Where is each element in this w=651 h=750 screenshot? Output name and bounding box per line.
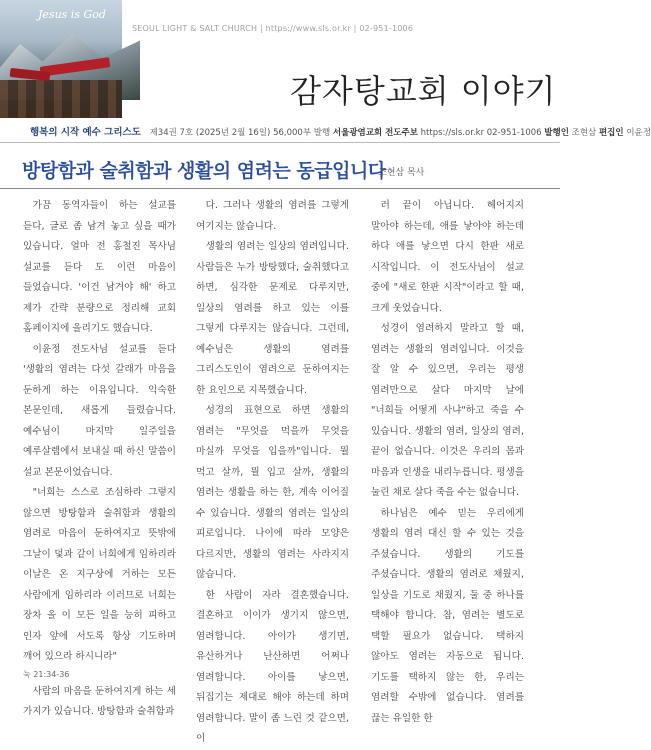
paragraph: 한 사람이 자라 결혼했습니다. 결혼하고 이이가 생기지 않으면, 염려합니다. 아이가 생기면, 유산하거나 난산하면 어쩌나 염려합니다. 아이를 낳으면, 뒤집기는 제대로 해야 하는데 하며 염려합니다. 말이 좀 느린 것 같으면, 이 — [196, 589, 349, 744]
series-title: 행복의 시작 예수 그리스도 — [30, 127, 141, 138]
paragraph: 이윤정 전도사님 설교를 듣다 '생활의 염려는 다섯 갈래가 마음을 둔하게 하는 이유입니다. 익숙한 본문인데, 새롭게 들렸습니다. 예수님이 마지막 일주일을 예루살렘에서 보내실 때 하신 말씀이 설교 본문이었습니다. — [23, 343, 176, 478]
issue-info-bar — [0, 124, 651, 143]
website-url[interactable]: https://sls.or.kr 02-951-1006 — [420, 128, 542, 138]
viaduct-shape — [0, 80, 122, 118]
photo-caption: Jesus is God — [38, 8, 106, 21]
paragraph: 성경이 염려하지 말라고 할 때, 염려는 생활의 염려입니다. 이것을 잘 알 수 있으면, 우리는 평생 염려만으로 살다 마지막 날에 "너희들 어떻게 사냐"하고 죽을 수 있습니다. 생활의 염려, 일상의 염려, 끝이 없습니다. 이것은 우리의 몸과 마음과 인생을 내리누릅니다. 평생을 눌린 채로 살다 죽을 수는 없습니다. — [371, 323, 524, 498]
article-column-1 — [23, 196, 176, 723]
headline-divider — [0, 188, 560, 189]
editor-name: 이윤정 — [626, 128, 651, 138]
paragraph: 하나님은 예수 믿는 우리에게 생활의 염려 대신 할 수 있는 것을 주셨습니다. 생활의 기도를 주셨습니다. 생활의 염려로 채웠지, 일상을 기도로 채웠지, 둘 중 하나를 택해야 합니다. 참, 염려는 별도로 택할 필요가 없습니다. 택하지 않아도 염려는 자동으로 됩니다. 기도를 택하지 않는 한, 우리는 염려할 수밖에 없습니다. 염려를 끊는 유일한 한 — [371, 507, 524, 724]
circulation: 56,000부 발행 — [273, 128, 331, 138]
paragraph: 성경의 표현으로 하면 생활의 염려는 "무엇을 먹을까 무엇을 마실까 무엇을 입을까"입니다. 뭘 먹고 살까, 뭘 입고 살까, 생활의 염려는 생활을 하는 한, 계속 이어질 수 있습니다. 생활의 염려는 일상의 피로입니다. 나이에 따라 모양은 다르지만, 생활의 염려는 사라지지 않습니다. — [196, 405, 349, 580]
paragraph: 러 끝이 아닙니다. 헤어지지 말아야 하는데, 애를 낳아야 하는데 하다 애를 낳으면 다시 한판 새로 시작입니다. 이 전도사님이 설교 중에 "새로 한판 시작"이라고 할 때, 크게 웃었습니다. — [371, 200, 524, 314]
newsletter-title: 감자탕교회 이야기 — [290, 72, 557, 110]
cover-photo — [0, 0, 122, 118]
paragraph: 생활의 염려는 일상의 염려입니다. 사람들은 누가 방탕했다, 술취했다고 하면, 심각한 문제로 다루지만, 일상의 염려를 하고 있는 이를 그렇게 다루지는 않습니다. 그런데, 예수님은 생활의 염려를 그리스도인이 염려으로 둔하여지는 한 요인으로 지목했습니다. — [196, 241, 349, 396]
issue-number: 제34권 7호 — [149, 128, 194, 138]
paragraph: 다. 그러나 생활의 염려를 그렇게 여기지는 않습니다. — [196, 200, 349, 232]
editor-label: 편집인 — [598, 128, 624, 138]
article-column-3 — [371, 196, 524, 729]
masthead — [0, 0, 560, 125]
person-label: 발행인 — [544, 128, 569, 138]
article-column-2 — [196, 196, 349, 750]
person-name: 조현삼 — [571, 128, 597, 138]
scripture-reference: 눅 21:34-36 — [23, 669, 70, 679]
paragraph: 가끔 동역자들이 하는 설교를 듣다, 글로 좀 남겨 놓고 싶을 때가 있습니다. 얼마 전 홍철진 목사님 설교를 듣다 도 이런 마음이 들었습니다. '이건 남겨야 해' 하고 제가 간략 분량으로 정리해 교회 홈페이지에 올리기도 했습니다. — [23, 200, 176, 334]
scripture-quote: "너희는 스스로 조심하라 그렇지 않으면 방탕함과 술취함과 생활의 염려로 마음이 둔하여지고 뜻밖에 그날이 덫과 같이 너희에게 임하리라 이날은 온 지구상에 거하는 모든 사람에게 임하리라 이러므로 너희는 장차 올 이 모든 일을 능히 피하고 인자 앞에 서도록 항상 기도하며 깨어 있으라 하시니라" — [23, 487, 176, 662]
publisher-label: 서울광염교회 전도주보 — [332, 128, 418, 138]
paragraph: 사람의 마음을 둔하여지게 하는 세 가지가 있습니다. 방탕함과 술취함과 — [23, 685, 176, 717]
article-author: 조현삼 목사 — [378, 168, 425, 178]
issue-date: (2025년 2월 16일) — [195, 128, 271, 138]
church-contact-line: SEOUL LIGHT & SALT CHURCH | https://www.sls.or.kr | 02-951-1006 — [132, 24, 414, 33]
article-headline: 방탕함과 술취함과 생활의 염려는 동급입니다 — [22, 160, 386, 182]
